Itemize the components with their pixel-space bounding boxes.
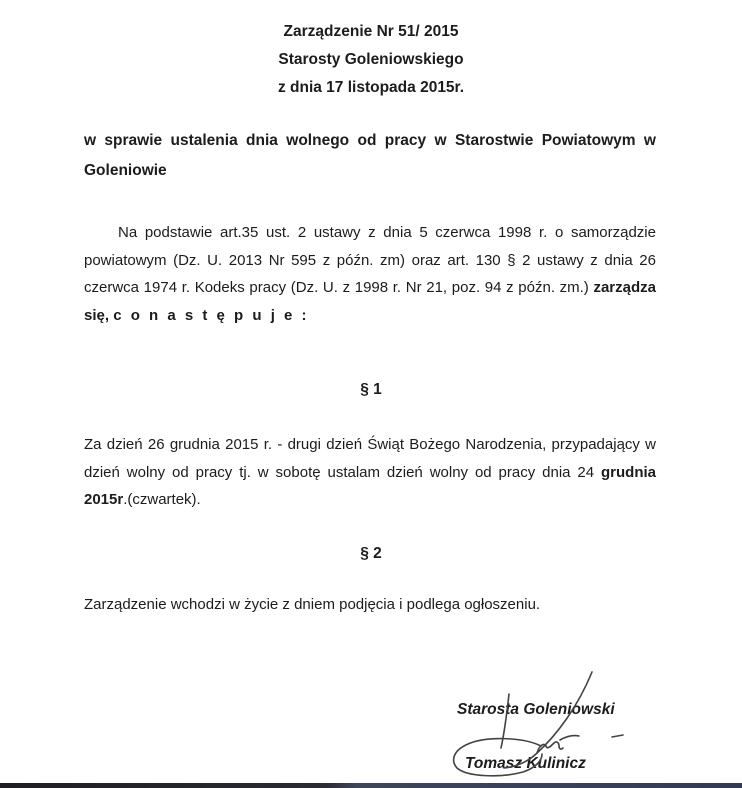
- subject-line-1: w sprawie ustalenia dnia wolnego od pracy w Starostwie Powiatowym w: [84, 132, 656, 149]
- document-title-block: [0, 18, 742, 102]
- section-1-line-2: [84, 459, 656, 487]
- section-1-mark: § 1: [360, 381, 382, 398]
- signatory-title: Starosta Goleniowski: [457, 701, 615, 718]
- subject-block: [84, 126, 656, 186]
- subject-line-2: Goleniowie: [84, 162, 167, 179]
- section-1-line-2-text: dzień wolny od pracy tj. w sobotę ustalam dzień wolny od pracy dnia 24: [84, 463, 601, 481]
- section-2-paragraph: [84, 591, 656, 619]
- legal-line-3: [84, 274, 656, 302]
- signature-stroke-dash: [612, 735, 623, 737]
- section-2-mark: § 2: [360, 545, 382, 562]
- section-1-line-3-text: .(czwartek).: [123, 491, 201, 508]
- scan-bottom-edge: [0, 783, 742, 788]
- signature-stroke-macron: [560, 736, 579, 740]
- legal-line-4: [84, 302, 656, 330]
- signatory-name: Tomasz Kulinicz: [465, 755, 586, 772]
- legal-line-2: powiatowym (Dz. U. 2013 Nr 595 z późn. zm) oraz art. 130 § 2 ustawy z dnia 26: [84, 251, 656, 269]
- section-1-paragraph: [84, 431, 656, 514]
- section-1-line-2-bold: grudnia: [601, 463, 656, 481]
- legal-line-3-text: czerwca 1974 r. Kodeks pracy (Dz. U. z 1998 r. Nr 21, poz. 94 z późn. zm.): [84, 279, 594, 296]
- document-date: z dnia 17 listopada 2015r.: [277, 79, 465, 96]
- section-1-line-3-bold: 2015r: [84, 491, 124, 508]
- section-2-line-1: Zarządzenie wchodzi w życie z dniem podjęcia i podlega ogłoszeniu.: [84, 596, 541, 613]
- legal-line-3-bold: zarządza: [593, 279, 656, 296]
- document-title: Zarządzenie Nr 51/ 2015: [283, 23, 459, 40]
- legal-line-4-spaced: c o n a s t ę p u j e :: [113, 306, 308, 324]
- section-1-line-3: [84, 486, 656, 514]
- section-1-line-1: Za dzień 26 grudnia 2015 r. - drugi dzień Świąt Bożego Narodzenia, przypadający w: [84, 436, 656, 453]
- legal-line-1: Na podstawie art.35 ust. 2 ustawy z dnia 5 czerwca 1998 r. o samorządzie: [118, 224, 656, 241]
- document-issuer: Starosty Goleniowskiego: [278, 51, 464, 68]
- legal-basis-paragraph: [84, 219, 656, 329]
- signature-stroke-squiggle: [537, 742, 563, 753]
- legal-line-4-bold: się,: [84, 306, 114, 324]
